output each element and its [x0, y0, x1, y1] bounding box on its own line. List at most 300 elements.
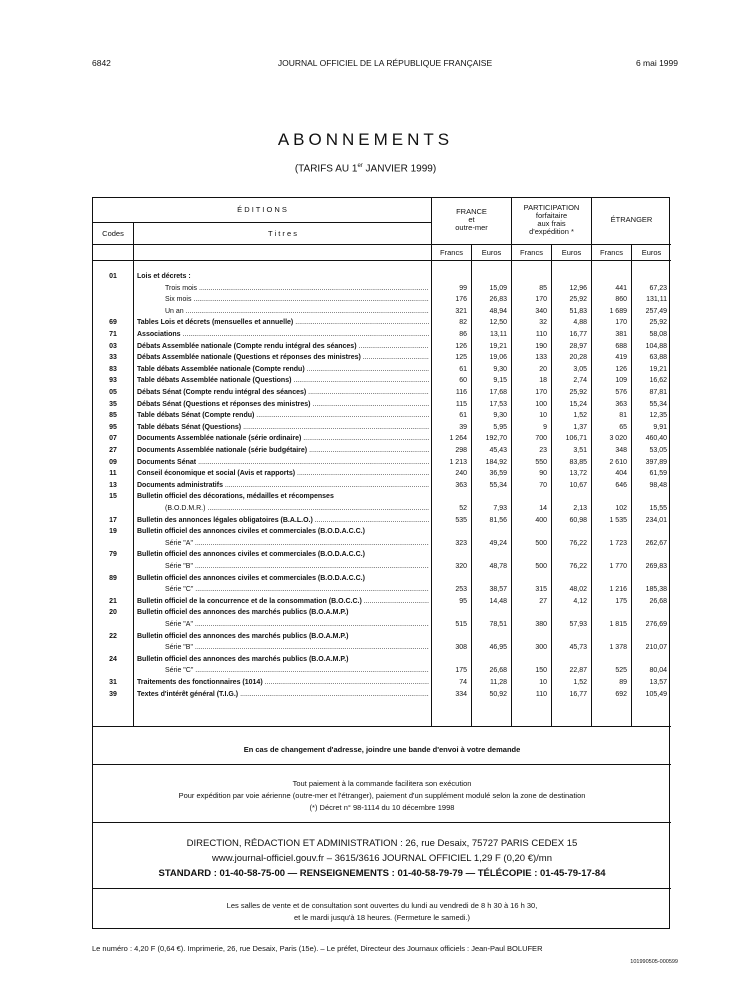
row-value: 10	[539, 412, 547, 420]
page-number: 6842	[92, 58, 111, 68]
row-code: 27	[109, 447, 117, 454]
sales-notice	[93, 900, 671, 924]
participation-header-line: aux frais	[537, 219, 566, 228]
row-value: 404	[615, 470, 627, 478]
row-value: 74	[459, 679, 467, 686]
subtitle-suffix: JANVIER 1999)	[362, 163, 437, 175]
row-value: 7,93	[493, 505, 507, 512]
payment-line: (*) Décret n° 98-1114 du 10 décembre 1998	[309, 803, 455, 812]
direction-line: www.journal-officiel.gouv.fr – 3615/3616 JOURNAL OFFICIEL 1,29 F (0,20 €)/mn	[211, 853, 553, 864]
row-value: 90	[539, 470, 547, 478]
row-value: 104,88	[645, 342, 667, 350]
row-code: 24	[109, 655, 117, 663]
row-title: Bulletin officiel des annonces des marchés publics (B.O.A.M.P.)	[137, 632, 349, 640]
table-row	[93, 445, 671, 456]
row-divider	[93, 244, 671, 245]
row-value: 61	[459, 365, 467, 373]
row-value: 184,92	[485, 458, 507, 466]
row-value: 300	[535, 644, 547, 652]
euros-header: Euros	[481, 248, 502, 257]
section-divider	[93, 822, 671, 823]
row-value: 10,67	[569, 481, 587, 489]
row-value: 61	[459, 412, 467, 420]
row-value: 19,06	[489, 354, 507, 362]
row-code: 03	[109, 342, 117, 350]
table-row	[93, 306, 671, 317]
row-value: 550	[535, 458, 547, 466]
row-value: 535	[455, 516, 467, 524]
table-row	[93, 329, 671, 340]
row-value: 460,40	[645, 435, 667, 443]
row-title: Traitements des fonctionnaires (1014) .....	[137, 677, 429, 688]
section-divider	[93, 764, 671, 765]
row-value: 61,59	[649, 470, 667, 478]
row-value: 36,59	[489, 470, 507, 478]
row-value: 1,52	[573, 412, 587, 420]
table-row	[93, 515, 671, 526]
row-value: 60	[459, 377, 467, 385]
row-value: 89	[619, 679, 627, 686]
row-value: 276,69	[645, 621, 667, 628]
payment-line: Pour expédition par voie aérienne (outre-mer et l'étranger), paiement d'un supplément modulé selon la zone de destination	[178, 791, 586, 800]
row-value: 99	[459, 284, 467, 292]
row-value: 131,11	[646, 296, 667, 304]
row-title: Série "B" .....	[165, 561, 429, 572]
row-value: 46,95	[489, 644, 507, 652]
row-value: 19,21	[489, 342, 507, 350]
row-value: 52	[459, 505, 467, 512]
row-code: 17	[109, 516, 117, 524]
table-row	[93, 665, 671, 676]
row-value: 397,89	[645, 458, 667, 466]
row-value: 25,92	[569, 389, 587, 396]
row-value: 48,02	[569, 586, 587, 594]
row-title: Débats Sénat (Questions et réponses des ministres) .....	[137, 399, 429, 410]
direction-block	[93, 836, 671, 881]
row-value: 39	[459, 423, 467, 431]
row-value: 185,38	[645, 586, 667, 594]
row-value: 26,68	[489, 667, 507, 675]
row-code: 21	[109, 597, 117, 605]
row-value: 1 264	[449, 435, 467, 443]
row-value: 106,71	[565, 435, 587, 443]
row-value: 87,81	[649, 389, 667, 396]
row-value: 2 610	[609, 458, 627, 466]
row-code: 22	[109, 632, 117, 640]
table-row	[93, 538, 671, 549]
participation-header-line: PARTICIPATION	[523, 203, 580, 212]
table-row	[93, 549, 671, 560]
row-value: 50,92	[489, 690, 507, 698]
francs-header: Francs	[440, 248, 463, 257]
table-row	[93, 631, 671, 642]
row-title: Série "C" .....	[165, 665, 429, 676]
row-value: 190	[535, 342, 547, 350]
row-value: 334	[455, 690, 467, 698]
issue-date: 6 mai 1999	[635, 58, 678, 68]
row-value: 26,68	[649, 597, 667, 605]
row-value: 240	[455, 470, 467, 478]
row-title: Bulletin officiel des annonces des marchés publics (B.O.A.M.P.)	[137, 655, 349, 663]
row-value: 126	[455, 342, 467, 350]
table-row	[93, 468, 671, 479]
row-value: 192,70	[485, 435, 507, 443]
row-value: 48,94	[489, 307, 507, 315]
row-value: 320	[455, 563, 467, 570]
france-header-line: FRANCE	[456, 207, 487, 216]
row-value: 860	[615, 296, 627, 304]
row-value: 49,24	[489, 539, 507, 547]
row-value: 16,77	[569, 690, 587, 698]
table-row	[93, 352, 671, 363]
row-value: 688	[615, 342, 627, 350]
row-code: 93	[109, 377, 117, 385]
row-value: 253	[455, 586, 467, 594]
row-value: 85	[539, 284, 547, 292]
row-value: 3 020	[609, 435, 627, 443]
row-value: 82	[459, 319, 467, 327]
table-row	[93, 526, 671, 537]
row-title: Série "A" .....	[165, 538, 429, 549]
row-value: 1 689	[609, 307, 627, 315]
subtitle-prefix: (TARIFS AU 1	[294, 163, 358, 175]
table-row	[93, 584, 671, 595]
row-value: 170	[615, 319, 627, 327]
row-code: 35	[109, 400, 117, 408]
row-code: 31	[109, 679, 117, 686]
row-code: 83	[109, 365, 117, 373]
row-value: 16,62	[649, 377, 667, 385]
row-value: 55,34	[489, 481, 507, 489]
row-value: 500	[535, 539, 547, 547]
row-value: 500	[535, 563, 547, 570]
row-value: 2,13	[573, 505, 587, 512]
row-title: Débats Assemblée nationale (Compte rendu intégral des séances) .....	[137, 341, 429, 352]
row-value: 1 378	[609, 644, 627, 652]
table-row	[93, 294, 671, 305]
row-value: 32	[539, 319, 547, 327]
row-value: 175	[455, 667, 467, 675]
row-title: Lois et décrets :	[137, 273, 191, 280]
row-value: 9	[543, 423, 547, 431]
subscription-table	[92, 197, 670, 929]
etranger-header: ÉTRANGER	[610, 215, 653, 224]
table-row	[93, 642, 671, 653]
row-value: 48,78	[489, 563, 507, 570]
row-value: 13,11	[490, 331, 507, 338]
row-title: Bulletin des annonces légales obligatoires (B.A.L.O.) .....	[137, 515, 429, 526]
francs-header: Francs	[600, 248, 623, 257]
table-row	[93, 399, 671, 410]
row-value: 4,12	[573, 597, 587, 605]
row-value: 363	[455, 481, 467, 489]
row-value: 78,51	[489, 621, 507, 628]
address-change-text: En cas de changement d'adresse, joindre une bande d'envoi à votre demande	[243, 745, 521, 754]
row-value: 125	[455, 354, 467, 362]
row-title: Bulletin officiel des annonces civiles et commerciales (B.O.D.A.C.C.)	[137, 528, 365, 536]
row-value: 1,37	[573, 423, 587, 431]
section-divider	[93, 726, 671, 727]
row-title: Table débats Sénat (Questions) .....	[137, 422, 429, 433]
print-reference: 101990505-000599	[630, 959, 678, 965]
row-code: 89	[109, 574, 117, 582]
row-value: 20,28	[569, 354, 587, 362]
row-value: 116	[455, 389, 467, 396]
row-code: 01	[109, 273, 117, 280]
row-title: Table débats Assemblée nationale (Questions) .....	[137, 375, 429, 386]
table-row	[93, 573, 671, 584]
row-value: 4,88	[573, 319, 587, 327]
row-value: 51,83	[569, 307, 587, 315]
row-value: 321	[455, 307, 467, 315]
row-title: Associations .....	[137, 329, 429, 340]
row-value: 9,30	[493, 412, 507, 420]
row-value: 76,22	[569, 563, 587, 570]
row-value: 15,55	[649, 505, 667, 512]
row-value: 20	[539, 365, 547, 373]
table-row	[93, 596, 671, 607]
row-title: Documents Sénat .....	[137, 457, 429, 468]
euros-header: Euros	[561, 248, 582, 257]
row-value: 380	[535, 621, 547, 628]
row-title: Trois mois .....	[165, 283, 429, 294]
page-title: ABONNEMENTS	[277, 130, 454, 149]
titres-header: T i t r e s	[267, 229, 298, 238]
row-value: 12,96	[569, 284, 587, 292]
row-value: 12,35	[649, 412, 667, 420]
row-value: 381	[615, 331, 627, 338]
row-value: 70	[539, 481, 547, 489]
table-row	[93, 654, 671, 665]
francs-header: Francs	[520, 248, 543, 257]
row-value: 45,43	[489, 447, 507, 454]
row-value: 81,56	[489, 516, 507, 524]
row-value: 110	[535, 690, 547, 698]
row-value: 17,68	[489, 389, 507, 396]
footer-line: Le numéro : 4,20 F (0,64 €). Imprimerie, 26, rue Desaix, Paris (15e). – Le préfet, Directeur des Journaux officiels : Jean-Paul BOLUFER	[92, 944, 543, 953]
table-row	[93, 480, 671, 491]
row-value: 176	[455, 296, 467, 304]
row-title: Bulletin officiel des annonces des marchés publics (B.O.A.M.P.)	[137, 609, 349, 617]
table-row	[93, 422, 671, 433]
row-value: 100	[535, 400, 547, 408]
row-title: Textes d'intérêt général (T.I.G.) .....	[137, 689, 429, 700]
row-title: Table débats Sénat (Compte rendu) .....	[137, 410, 429, 421]
row-value: 109	[615, 377, 627, 385]
row-divider	[93, 222, 431, 223]
row-code: 71	[109, 331, 117, 338]
row-value: 348	[615, 447, 627, 454]
row-value: 14	[539, 505, 547, 512]
euros-header: Euros	[641, 248, 662, 257]
row-value: 13,72	[569, 470, 587, 478]
row-value: 133	[535, 354, 547, 362]
row-value: 14,48	[489, 597, 507, 605]
row-title: Série "A" .....	[165, 619, 429, 630]
row-title: Débats Assemblée nationale (Questions et réponses des ministres) .....	[137, 352, 429, 363]
row-value: 441	[615, 284, 627, 292]
sales-line: et le mardi jusqu'à 18 heures. (Fermeture le samedi.)	[293, 913, 471, 922]
row-title: Bulletin officiel de la concurrence et de la consommation (B.O.C.C.) .....	[137, 596, 429, 607]
row-value: 1 213	[449, 458, 467, 466]
row-value: 60,98	[569, 516, 587, 524]
row-code: 95	[109, 423, 117, 431]
row-value: 175	[615, 597, 627, 605]
row-code: 39	[109, 690, 117, 698]
row-title: Bulletin officiel des annonces civiles et commerciales (B.O.D.A.C.C.)	[137, 574, 365, 582]
row-value: 63,88	[649, 354, 667, 362]
row-value: 126	[615, 365, 627, 373]
row-value: 27	[539, 597, 547, 605]
row-value: 81	[619, 412, 627, 420]
row-value: 363	[615, 400, 627, 408]
page-header	[92, 58, 678, 72]
row-value: 25,92	[569, 296, 587, 304]
france-header	[432, 208, 511, 232]
participation-header-line: forfaitaire	[535, 211, 568, 220]
row-value: 170	[535, 389, 547, 396]
row-title: Documents Assemblée nationale (série ordinaire) .....	[137, 433, 429, 444]
row-value: 1 535	[609, 516, 627, 524]
row-value: 28,97	[569, 342, 587, 350]
row-value: 83,85	[569, 458, 587, 466]
row-value: 65	[619, 423, 627, 431]
row-value: 1,52	[573, 679, 587, 686]
page-subtitle	[0, 163, 731, 174]
row-value: 400	[535, 516, 547, 524]
row-value: 95	[459, 597, 467, 605]
row-code: 07	[109, 435, 117, 443]
row-title: Tables Lois et décrets (mensuelles et annuelle) .....	[137, 317, 429, 328]
participation-header	[512, 204, 591, 236]
payment-notice	[93, 778, 671, 814]
row-title: Série "B" .....	[165, 642, 429, 653]
row-value: 115	[455, 400, 467, 408]
row-value: 19,21	[649, 365, 667, 373]
row-title: Documents administratifs .....	[137, 480, 429, 491]
direction-line: DIRECTION, RÉDACTION ET ADMINISTRATION : 26, rue Desaix, 75727 PARIS CEDEX 15	[186, 838, 578, 849]
direction-line: STANDARD : 01-40-58-75-00 — RENSEIGNEMENTS : 01-40-58-79-79 — TÉLÉCOPIE : 01-45-79-17-84	[158, 868, 606, 879]
table-row	[93, 689, 671, 700]
row-value: 1 723	[609, 539, 627, 547]
table-row	[93, 283, 671, 294]
row-value: 9,15	[493, 377, 507, 385]
row-value: 105,49	[645, 690, 667, 698]
row-value: 86	[459, 331, 467, 338]
editions-header: É D I T I O N S	[237, 205, 287, 214]
journal-title: JOURNAL OFFICIEL DE LA RÉPUBLIQUE FRANÇAISE	[277, 58, 493, 68]
row-value: 76,22	[569, 539, 587, 547]
participation-header-line: d'expédition *	[529, 227, 574, 236]
row-value: 234,01	[645, 516, 667, 524]
row-title: Bulletin officiel des annonces civiles et commerciales (B.O.D.A.C.C.)	[137, 551, 365, 559]
row-value: 170	[535, 296, 547, 304]
row-value: 15,24	[569, 400, 587, 408]
table-row	[93, 503, 671, 514]
row-code: 85	[109, 412, 117, 420]
table-row	[93, 341, 671, 352]
row-value: 53,05	[649, 447, 667, 454]
row-value: 262,67	[645, 539, 667, 547]
row-value: 17,53	[489, 400, 507, 408]
row-value: 38,57	[489, 586, 507, 594]
row-value: 98,48	[649, 481, 667, 489]
row-title: Documents Assemblée nationale (série budgétaire) .....	[137, 445, 429, 456]
row-code: 19	[109, 528, 117, 536]
row-value: 58,08	[649, 331, 667, 338]
row-value: 80,04	[649, 667, 667, 675]
row-title: Six mois .....	[165, 294, 429, 305]
row-value: 525	[615, 667, 627, 675]
row-value: 1 815	[609, 621, 627, 628]
row-value: 11,28	[490, 679, 507, 686]
france-header-line: et	[468, 215, 475, 224]
row-value: 3,51	[573, 447, 587, 454]
row-value: 22,87	[569, 667, 587, 675]
row-value: 15,09	[489, 284, 507, 292]
row-value: 102	[615, 505, 627, 512]
row-value: 692	[615, 690, 627, 698]
table-row	[93, 677, 671, 688]
row-value: 257,49	[645, 307, 667, 315]
codes-header: Codes	[102, 229, 124, 238]
row-code: 20	[109, 609, 117, 617]
row-code: 13	[109, 481, 117, 489]
table-row	[93, 607, 671, 618]
row-title: Débats Sénat (Compte rendu intégral des séances) .....	[137, 387, 429, 398]
row-value: 210,07	[645, 644, 667, 652]
table-row	[93, 364, 671, 375]
row-title: Conseil économique et social (Avis et rapports) .....	[137, 468, 429, 479]
row-value: 45,73	[569, 644, 587, 652]
row-value: 1 770	[609, 563, 627, 570]
table-row	[93, 433, 671, 444]
row-value: 67,23	[649, 284, 667, 292]
section-divider	[93, 888, 671, 889]
row-value: 315	[535, 586, 547, 594]
sales-line: Les salles de vente et de consultation sont ouvertes du lundi au vendredi de 8 h 30 à 16 h 30,	[226, 901, 538, 910]
france-header-line: outre-mer	[455, 223, 488, 232]
row-value: 298	[455, 447, 467, 454]
row-value: 419	[615, 354, 627, 362]
row-value: 57,93	[569, 621, 587, 628]
address-change-notice	[93, 744, 671, 756]
row-title: Série "C" .....	[165, 584, 429, 595]
row-value: 23	[539, 447, 547, 454]
row-value: 55,34	[649, 400, 667, 408]
table-row	[93, 387, 671, 398]
row-value: 110	[535, 331, 547, 338]
row-title: Un an .....	[165, 306, 429, 317]
row-value: 10	[539, 679, 547, 686]
row-value: 9,30	[493, 365, 507, 373]
row-divider	[93, 260, 671, 261]
row-title: Bulletin officiel des décorations, médailles et récompenses	[137, 493, 334, 501]
row-code: 09	[109, 458, 117, 466]
subtitle-superscript: er	[357, 163, 363, 169]
row-code: 69	[109, 319, 117, 327]
page-footer	[92, 944, 678, 965]
table-row	[93, 457, 671, 468]
table-row	[93, 619, 671, 630]
payment-line: Tout paiement à la commande facilitera son exécution	[292, 779, 472, 788]
row-value: 3,05	[573, 365, 587, 373]
table-row	[93, 410, 671, 421]
row-code: 15	[109, 493, 117, 501]
row-value: 16,77	[569, 331, 587, 338]
row-value: 13,57	[649, 679, 667, 686]
row-code: 33	[109, 354, 117, 362]
